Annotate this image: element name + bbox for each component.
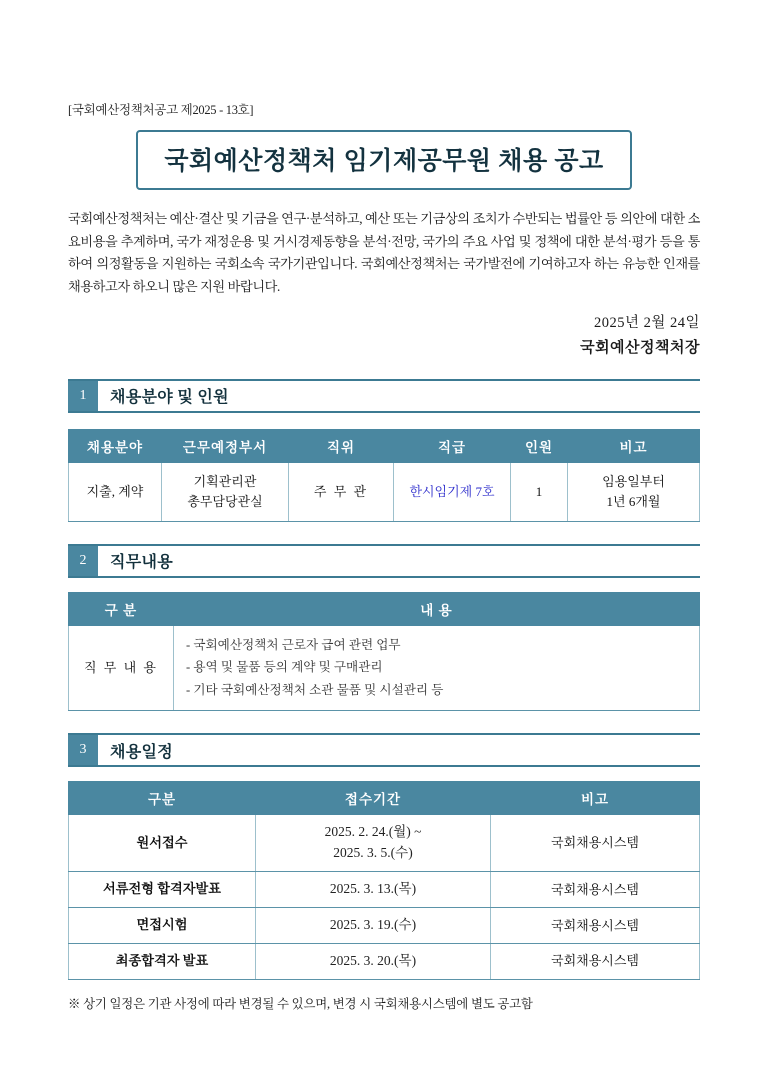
title-box [136, 130, 631, 190]
section-number: 3 [68, 735, 98, 765]
section-title: 직무내용 [110, 554, 174, 572]
page-title: 국회예산정책처 임기제공무원 채용 공고 [164, 148, 604, 175]
duties-table [68, 592, 700, 711]
table-row [69, 625, 700, 710]
th-note: 비고 [568, 429, 700, 462]
th-duty-content: 내 용 [174, 592, 700, 625]
th-department: 근무예정부서 [162, 429, 289, 462]
section-number: 1 [68, 381, 98, 411]
cell-department [162, 462, 289, 521]
cell-schedule-note: 국회채용시스템 [491, 943, 700, 979]
duty-item: - 국회예산정책처 근로자 급여 관련 업무 [186, 637, 401, 652]
cell-department-line1: 기획관리관 [193, 474, 257, 490]
table-row [69, 815, 700, 872]
cell-period-line2: 2025. 3. 5.(수) [333, 844, 413, 860]
cell-period: 2025. 3. 20.(목) [256, 943, 491, 979]
cell-step: 최종합격자 발표 [69, 943, 256, 979]
title-container [68, 130, 700, 190]
cell-step: 면접시험 [69, 907, 256, 943]
th-field: 채용분야 [69, 429, 162, 462]
cell-period: 2025. 3. 19.(수) [256, 907, 491, 943]
section-title: 채용일정 [110, 743, 174, 761]
th-schedule-note: 비고 [491, 782, 700, 815]
cell-step: 원서접수 [69, 815, 256, 872]
issuing-organization: 국회예산정책처장 [580, 339, 700, 356]
cell-count: 1 [511, 462, 568, 521]
cell-grade [394, 462, 511, 521]
table-row [69, 871, 700, 907]
cell-position-text: 주 무 관 [313, 484, 369, 500]
th-period: 접수기간 [256, 782, 491, 815]
cell-field: 지출, 계약 [69, 462, 162, 521]
cell-duty-list [174, 625, 700, 710]
announcement-date: 2025년 2월 24일 [593, 314, 700, 331]
section-header [68, 733, 700, 767]
recruitment-table [68, 429, 700, 522]
section-number: 2 [68, 546, 98, 576]
cell-period-line1: 2025. 2. 24.(월) ~ [324, 824, 422, 840]
cell-duty-label: 직 무 내 용 [69, 625, 174, 710]
table-header-row [69, 592, 700, 625]
cell-schedule-note: 국회채용시스템 [491, 907, 700, 943]
section-header [68, 544, 700, 578]
cell-schedule-note: 국회채용시스템 [491, 871, 700, 907]
cell-schedule-note: 국회채용시스템 [491, 815, 700, 872]
cell-note-line1: 임용일부터 [602, 474, 665, 490]
th-count: 인원 [511, 429, 568, 462]
section-header [68, 379, 700, 413]
table-header-row [69, 429, 700, 462]
cell-grade-text: 한시임기제 7호 [409, 484, 495, 500]
cell-period: 2025. 3. 13.(목) [256, 871, 491, 907]
document-number: [국회예산정책처공고 제2025 - 13호] [68, 103, 254, 117]
duty-item: - 기타 국회예산정책처 소관 물품 및 시설관리 등 [186, 682, 444, 697]
section-title: 채용분야 및 인원 [110, 389, 229, 407]
intro-paragraph: 국회예산정책처는 예산·결산 및 기금을 연구·분석하고, 예산 또는 기금상의 조치가 수반되는 법률안 등 의안에 대한 소요비용을 추계하며, 국가 재정운용 및 거시경제동향을 분석·전망, 국가의 주요 사업 및 정책에 대한 분석·평가 등을 통하여 의정활동을 지원하는 국회소속 국가기관입니다. 국회예산정책처는 국가발전에 기여하고자 하는 유능한 인재를 채용하고자 하오니 많은 지원 바랍니다. [68, 211, 700, 295]
section-duties [68, 544, 700, 711]
section-recruitment-field [68, 379, 700, 522]
section-schedule [68, 733, 700, 1012]
table-row [69, 943, 700, 979]
th-step: 구분 [69, 782, 256, 815]
schedule-table [68, 781, 700, 980]
cell-note-line2: 1년 6개월 [606, 493, 661, 509]
th-duty-category: 구 분 [69, 592, 174, 625]
table-row [69, 462, 700, 521]
cell-period [256, 815, 491, 872]
cell-position [289, 462, 394, 521]
cell-note [568, 462, 700, 521]
table-row [69, 907, 700, 943]
document-content [68, 100, 700, 1012]
schedule-footnote: ※ 상기 일정은 기관 사정에 따라 변경될 수 있으며, 변경 시 국회채용시스템에 별도 공고함 [68, 996, 533, 1011]
cell-department-line2: 총무담당관실 [187, 493, 263, 509]
cell-step: 서류전형 합격자발표 [69, 871, 256, 907]
table-header-row [69, 782, 700, 815]
th-grade: 직급 [394, 429, 511, 462]
duty-item: - 용역 및 물품 등의 계약 및 구매관리 [186, 660, 383, 675]
th-position: 직위 [289, 429, 394, 462]
